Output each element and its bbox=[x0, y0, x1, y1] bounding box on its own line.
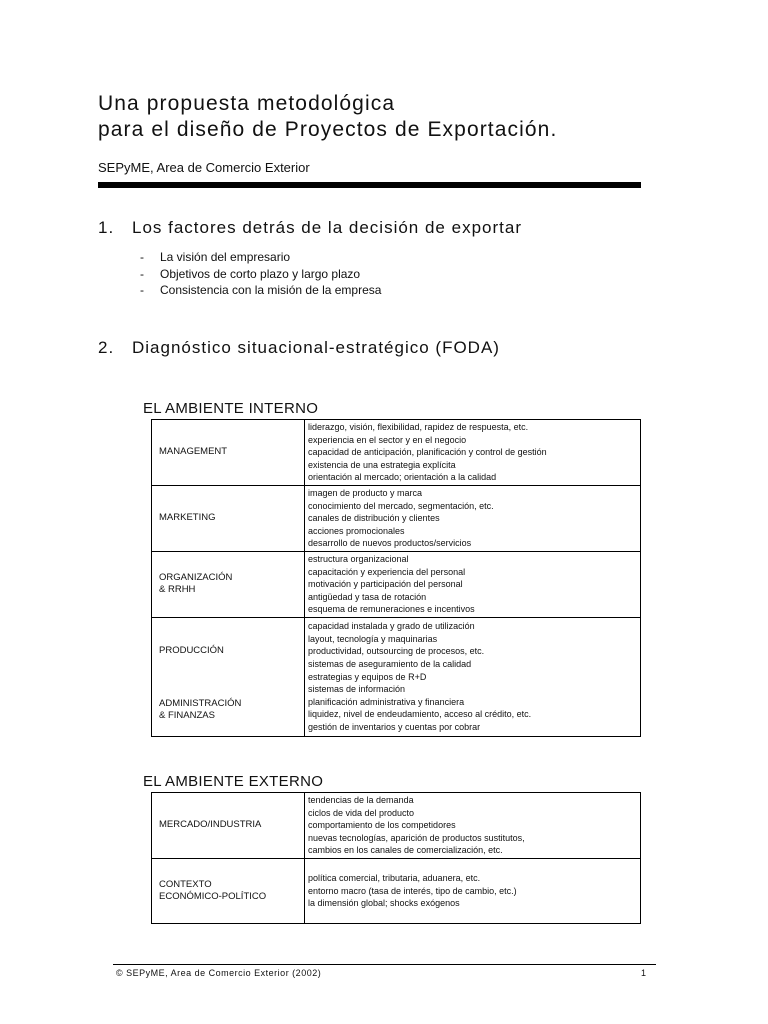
table-row bbox=[152, 420, 641, 486]
list-item bbox=[140, 266, 381, 283]
row-item: comportamiento de los competidores bbox=[308, 820, 456, 831]
row-item: gestión de inventarios y cuentas por cobrar bbox=[308, 721, 481, 732]
row-item: capacidad de anticipación, planificación y control de gestión bbox=[308, 447, 547, 458]
row-items bbox=[305, 551, 641, 617]
row-item: liquidez, nivel de endeudamiento, acceso al crédito, etc. bbox=[308, 709, 532, 720]
title-line-2: para el diseño de Proyectos de Exportación. bbox=[98, 118, 558, 141]
row-label bbox=[152, 420, 305, 486]
row-label bbox=[152, 551, 305, 617]
row-label-text: MANAGEMENT bbox=[159, 446, 228, 458]
row-item: tendencias de la demanda bbox=[308, 795, 414, 805]
external-environment-table bbox=[151, 792, 641, 924]
row-label bbox=[152, 617, 305, 736]
table-row bbox=[152, 485, 641, 551]
table-row bbox=[152, 617, 641, 736]
external-environment-heading: EL AMBIENTE EXTERNO bbox=[143, 773, 324, 790]
page-number: 1 bbox=[641, 968, 647, 978]
section-2-number: 2. bbox=[98, 338, 115, 357]
section-1-number: 1. bbox=[98, 218, 115, 237]
list-item-text: Consistencia con la misión de la empresa bbox=[160, 283, 382, 297]
section-2-title: Diagnóstico situacional-estratégico (FODA) bbox=[132, 338, 500, 357]
row-label-text: MERCADO/INDUSTRIA bbox=[159, 819, 262, 831]
row-label-text: ADMINISTRACIÓN bbox=[159, 697, 242, 709]
row-item: cambios en los canales de comercialización, etc. bbox=[308, 845, 503, 856]
dash-bullet-icon: - bbox=[140, 250, 144, 264]
section-1-list bbox=[140, 249, 381, 299]
row-item: desarrollo de nuevos productos/servicios bbox=[308, 538, 472, 549]
row-item: conocimiento del mercado, segmentación, etc. bbox=[308, 500, 494, 511]
row-item: existencia de una estrategia explícita bbox=[308, 459, 456, 470]
row-item: la dimensión global; shocks exógenos bbox=[308, 898, 460, 909]
row-item: entorno macro (tasa de interés, tipo de cambio, etc.) bbox=[308, 885, 517, 896]
row-item: capacitación y experiencia del personal bbox=[308, 566, 466, 577]
table-row bbox=[152, 551, 641, 617]
row-label-text: PRODUCCIÓN bbox=[159, 644, 224, 656]
row-item: antigüedad y tasa de rotación bbox=[308, 591, 427, 602]
row-item: motivación y participación del personal bbox=[308, 579, 463, 590]
document-title bbox=[98, 91, 557, 143]
section-1-title: Los factores detrás de la decisión de exportar bbox=[132, 218, 522, 237]
row-item: estrategias y equipos de R+D bbox=[308, 671, 427, 682]
footer-copyright: © SEPyME, Area de Comercio Exterior (2002) bbox=[116, 968, 322, 978]
document-subtitle: SEPyME, Area de Comercio Exterior bbox=[98, 160, 310, 175]
row-item: política comercial, tributaria, aduanera, etc. bbox=[308, 873, 481, 884]
row-items bbox=[305, 793, 641, 859]
row-label-text: ORGANIZACIÓN bbox=[159, 572, 233, 584]
row-items bbox=[305, 485, 641, 551]
row-item: sistemas de información bbox=[308, 684, 406, 695]
row-item: liderazgo, visión, flexibilidad, rapidez de respuesta, etc. bbox=[308, 422, 529, 432]
title-divider bbox=[98, 182, 641, 188]
row-label-text: CONTEXTO bbox=[159, 878, 212, 890]
row-label bbox=[152, 485, 305, 551]
row-item: nuevas tecnologías, aparición de productos sustitutos, bbox=[308, 832, 525, 843]
row-item: sistemas de aseguramiento de la calidad bbox=[308, 659, 472, 670]
dash-bullet-icon: - bbox=[140, 283, 144, 297]
row-item: orientación al mercado; orientación a la calidad bbox=[308, 472, 497, 483]
row-label bbox=[152, 793, 305, 859]
row-label-text: ECONÓMICO-POLÍTICO bbox=[159, 890, 267, 902]
list-item bbox=[140, 282, 381, 299]
title-line-1: Una propuesta metodológica bbox=[98, 92, 396, 115]
row-items bbox=[305, 858, 641, 923]
footer-divider bbox=[113, 964, 656, 965]
row-label-text: & RRHH bbox=[159, 584, 196, 596]
row-label-text: MARKETING bbox=[159, 512, 216, 524]
list-item-text: La visión del empresario bbox=[160, 250, 291, 264]
row-items bbox=[305, 617, 641, 736]
row-label-text: & FINANZAS bbox=[159, 709, 215, 721]
section-1-heading bbox=[98, 218, 522, 238]
table-row bbox=[152, 793, 641, 859]
row-item: canales de distribución y clientes bbox=[308, 513, 440, 524]
row-item: productividad, outsourcing de procesos, etc. bbox=[308, 646, 485, 657]
row-item: planificación administrativa y financiera bbox=[308, 696, 465, 707]
row-item: estructura organizacional bbox=[308, 553, 409, 564]
dash-bullet-icon: - bbox=[140, 266, 144, 281]
row-label bbox=[152, 858, 305, 923]
row-item: acciones promocionales bbox=[308, 525, 405, 536]
internal-environment-table bbox=[151, 419, 641, 737]
row-item: capacidad instalada y grado de utilización bbox=[308, 621, 475, 632]
row-item: imagen de producto y marca bbox=[308, 487, 423, 498]
row-item: esquema de remuneraciones e incentivos bbox=[308, 604, 475, 615]
row-item: experiencia en el sector y en el negocio bbox=[308, 434, 467, 445]
row-items bbox=[305, 420, 641, 486]
list-item-text: Objetivos de corto plazo y largo plazo bbox=[160, 266, 361, 281]
list-item bbox=[140, 249, 381, 266]
row-item: ciclos de vida del producto bbox=[308, 807, 415, 818]
table-row bbox=[152, 858, 641, 923]
row-item: layout, tecnología y maquinarias bbox=[308, 633, 438, 644]
section-2-heading bbox=[98, 338, 500, 358]
internal-environment-heading: EL AMBIENTE INTERNO bbox=[143, 400, 319, 417]
